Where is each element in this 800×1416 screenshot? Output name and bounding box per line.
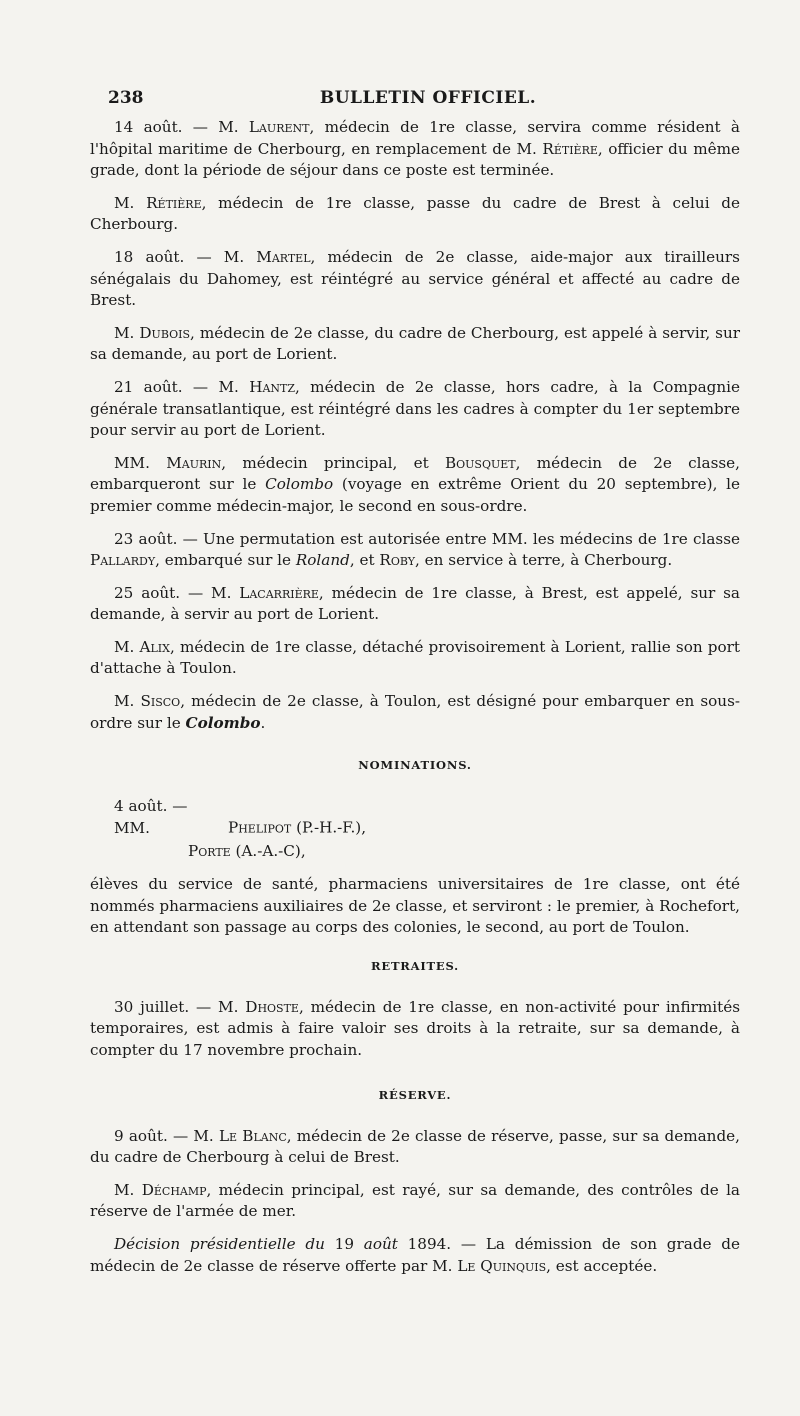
running-title: BULLETIN OFFICIEL. (319, 88, 537, 108)
paragraph-dhoste: 30 juillet. — M. Dhoste, médecin de 1re classe, en non-activité pour infirmités temporaires, est admis à faire valoir ses droits à la retraite, sur sa demande, à compter du 17 novembre prochain. (90, 997, 740, 1059)
paragraph-permutation: 23 août. — Une permutation est autorisée entre MM. les médecins de 1re classe Pallardy, embarqué sur le Roland, et Roby, en service à terre, à Cherbourg. (90, 529, 740, 570)
section-heading-retraites: RETRAITES. (371, 958, 459, 973)
ship-name: Colombo (265, 475, 334, 494)
person-name: Déchamp (141, 1180, 207, 1199)
person-name: Bousquet (444, 453, 516, 472)
person-name: Alix (139, 637, 170, 656)
person-name: Maurin (166, 453, 222, 472)
person-name: Sisco (140, 692, 181, 711)
paragraph-retiere: M. Rétière, médecin de 1re classe, passe du cadre de Brest à celui de Cherbourg. (90, 193, 740, 234)
person-name: Dhoste (245, 997, 299, 1016)
nominations-text: élèves du service de santé, pharmaciens universitaires de 1re classe, ont été nommés pharmaciens auxiliaires de 2e classe, et serviront : le premier, à Rochefort, en attendant son passage au corps des colonies, le second, au port de Toulon. (90, 875, 740, 937)
section-heading-reserve: RÉSERVE. (378, 1087, 452, 1102)
person-name: Phelipot (228, 818, 292, 837)
paragraph-martel: 18 août. — M. Martel, médecin de 2e classe, aide-major aux tirailleurs sénégalais du Dahomey, est réintégré au service général et affecté au cadre de Brest. (90, 247, 740, 310)
person-name: Laurent (248, 118, 310, 136)
paragraph-sisco: M. Sisco, médecin de 2e classe, à Toulon, est désigné pour embarquer en sous-ordre sur le Colombo. (90, 692, 740, 732)
paragraph-laurent: 14 août. — M. Laurent, médecin de 1re classe, servira comme résident à l'hôpital maritime de Cherbourg, en remplacement de M. Rétière, officier du même grade, dont la période de séjour dans ce poste est terminée. (90, 118, 740, 180)
person-name: Rétière (542, 139, 598, 158)
person-name: Porte (188, 842, 231, 861)
paragraph-le-blanc: 9 août. — M. Le Blanc, médecin de 2e classe de réserve, passe, sur sa demande, du cadre de Cherbourg à celui de Brest. (90, 1126, 740, 1167)
person-name: Dubois (139, 323, 191, 342)
person-name: Lacarrière (239, 583, 319, 602)
paragraph-hantz: 21 août. — M. Hantz, médecin de 2e classe, hors cadre, à la Compagnie générale transatlantique, est réintégré dans les cadres à compter du 1er septembre pour servir au port de Lorient. (90, 377, 740, 440)
person-name: Le Blanc (218, 1126, 287, 1145)
paragraph-le-quinquis: Décision présidentielle du 19 août 1894. — La démission de son grade de médecin de 2e classe de réserve offerte par M. Le Quinquis, est acceptée. (90, 1234, 741, 1275)
paragraph-alix: M. Alix, médecin de 1re classe, détaché provisoirement à Lorient, rallie son port d'attache à Toulon. (90, 637, 740, 678)
person-name: Pallardy (90, 551, 156, 570)
paragraph-dubois: M. Dubois, médecin de 2e classe, du cadre de Cherbourg, est appelé à servir, sur sa demande, au port de Lorient. (90, 323, 740, 364)
page-header (108, 88, 748, 112)
paragraph-maurin-bousquet: MM. Maurin, médecin principal, et Bousquet, médecin de 2e classe, embarqueront sur le Colombo (voyage en extrême Orient du 20 septembre), le premier comme médecin-major, le second en sous-ordre. (90, 453, 741, 515)
paragraph-dechamp: M. Déchamp, médecin principal, est rayé, sur sa demande, des contrôles de la réserve de l'armée de mer. (90, 1180, 740, 1221)
ship-name: Colombo (185, 713, 261, 732)
person-name: Martel (256, 247, 311, 266)
nomination-line-2: Porte (A.-A.-C), (188, 842, 306, 861)
nominations-block (90, 796, 740, 939)
ship-name: Roland (295, 551, 350, 570)
person-name: Rétière (146, 193, 202, 212)
person-name: Roby (379, 551, 416, 570)
person-name: Le Quinquis (457, 1256, 547, 1275)
nomination-line-1: 4 août. — MM. Phelipot (P.-H.-F.), (114, 797, 367, 837)
page-body (90, 117, 740, 1288)
person-name: Hantz (249, 377, 295, 396)
section-heading-nominations: NOMINATIONS. (358, 758, 472, 773)
paragraph-lacarriere: 25 août. — M. Lacarrière, médecin de 1re classe, à Brest, est appelé, sur sa demande, à servir au port de Lorient. (90, 583, 740, 624)
page-number: 238 (108, 88, 144, 108)
